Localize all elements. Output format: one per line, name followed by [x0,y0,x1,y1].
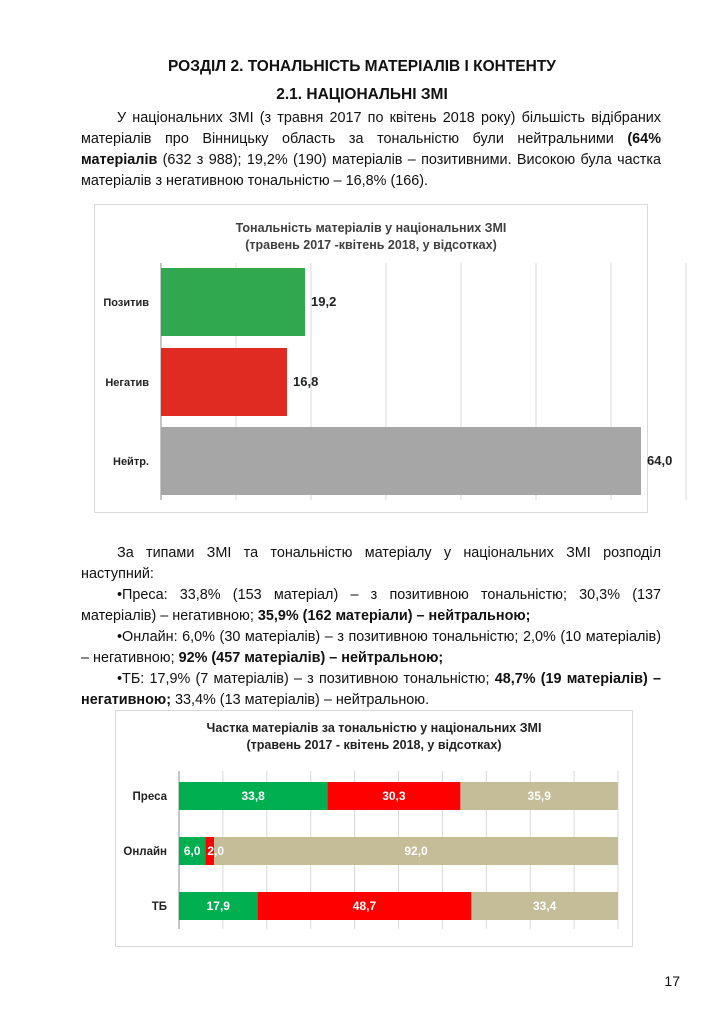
chart1-bar [161,348,287,416]
page-number: 17 [664,973,680,989]
chart2-value-label: 35,9 [527,789,551,803]
press-paragraph [81,585,661,627]
online-paragraph [81,627,661,669]
chart1-category-label: Позитив [103,297,149,309]
chart1-bar [161,427,641,495]
chart2-title: Частка матеріалів за тональністю у національних ЗМІ [206,721,542,735]
tonality-chart [94,204,673,513]
chart1-bars [161,268,641,495]
chart2-category-label: Преса [132,791,167,803]
chart2-category-label: ТБ [151,901,167,913]
chart2-subtitle: (травень 2017 - квітень 2018, у відсотках) [246,738,502,752]
chart2-category-label: Онлайн [123,846,167,858]
chart1-category-label: Нейтр. [113,456,149,468]
intro-bold-1: (64% матеріалів [81,131,661,168]
press-bold: 35,9% (162 матеріали) – нейтральною; [257,608,531,624]
chart1-value-label: 19,2 [311,294,337,309]
tonality-chart-svg [95,205,673,512]
chart2-value-label: 48,7 [352,899,377,913]
media-type-chart-svg [116,711,632,946]
chart2-value-label: 6,0 [183,844,201,858]
intro-text-2: (632 з 988); 19,2% (190) матеріалів – позитивними. Високою була частка матеріалів з негативною тональністю – 16,8% (166). [81,152,661,189]
tv-text-2: 33,4% (13 матеріалів) – нейтральною. [171,692,430,708]
types-intro-paragraph: За типами ЗМІ та тональністю матеріалу у національних ЗМІ розподіл наступний: [81,545,661,582]
chart2-value-label: 33,4 [533,899,557,913]
intro-paragraph [81,108,661,192]
chart1-title: Тональність матеріалів у національних ЗМІ [235,221,507,235]
tv-bold: 48,7% (19 матеріалів) – негативною; [81,671,661,708]
tv-text-1: •ТБ: 17,9% (7 матеріалів) – з позитивною тональністю; [117,671,495,687]
chart2-value-label: 33,8 [241,789,265,803]
chart1-value-label: 16,8 [293,374,319,389]
chart1-subtitle: (травень 2017 -квітень 2018, у відсотках) [245,238,497,252]
online-bold: 92% (457 матеріалів) – нейтральною; [178,650,444,666]
chart2-value-label: 2,0 [207,844,225,858]
press-text: •Преса: 33,8% (153 матеріал) – з позитивною тональністю; 30,3% (137 матеріалів) – негативною; [81,587,661,624]
chart2-value-label: 92,0 [404,844,428,858]
chart2-value-label: 30,3 [382,789,406,803]
chart1-bar [161,268,305,336]
tv-paragraph [81,669,661,711]
chart1-category-labels [103,297,149,468]
section-heading: РОЗДІЛ 2. ТОНАЛЬНІСТЬ МАТЕРІАЛІВ І КОНТЕНТУ [168,58,556,75]
media-type-chart [115,710,633,947]
chart2-value-label: 17,9 [206,899,230,913]
chart1-category-label: Негатив [105,377,149,389]
online-text: •Онлайн: 6,0% (30 матеріалів) – з позитивною тональністю; 2,0% (10 матеріалів) – негативною; [81,629,661,666]
intro-text-1: У національних ЗМІ (з травня 2017 по квітень 2018 року) більшість відібраних матеріалів про Вінницьку область за тональністю були нейтральними [81,110,661,147]
subsection-heading: 2.1. НАЦІОНАЛЬНІ ЗМІ [276,86,448,103]
chart2-category-labels [123,791,167,913]
chart1-value-label: 64,0 [647,453,673,468]
